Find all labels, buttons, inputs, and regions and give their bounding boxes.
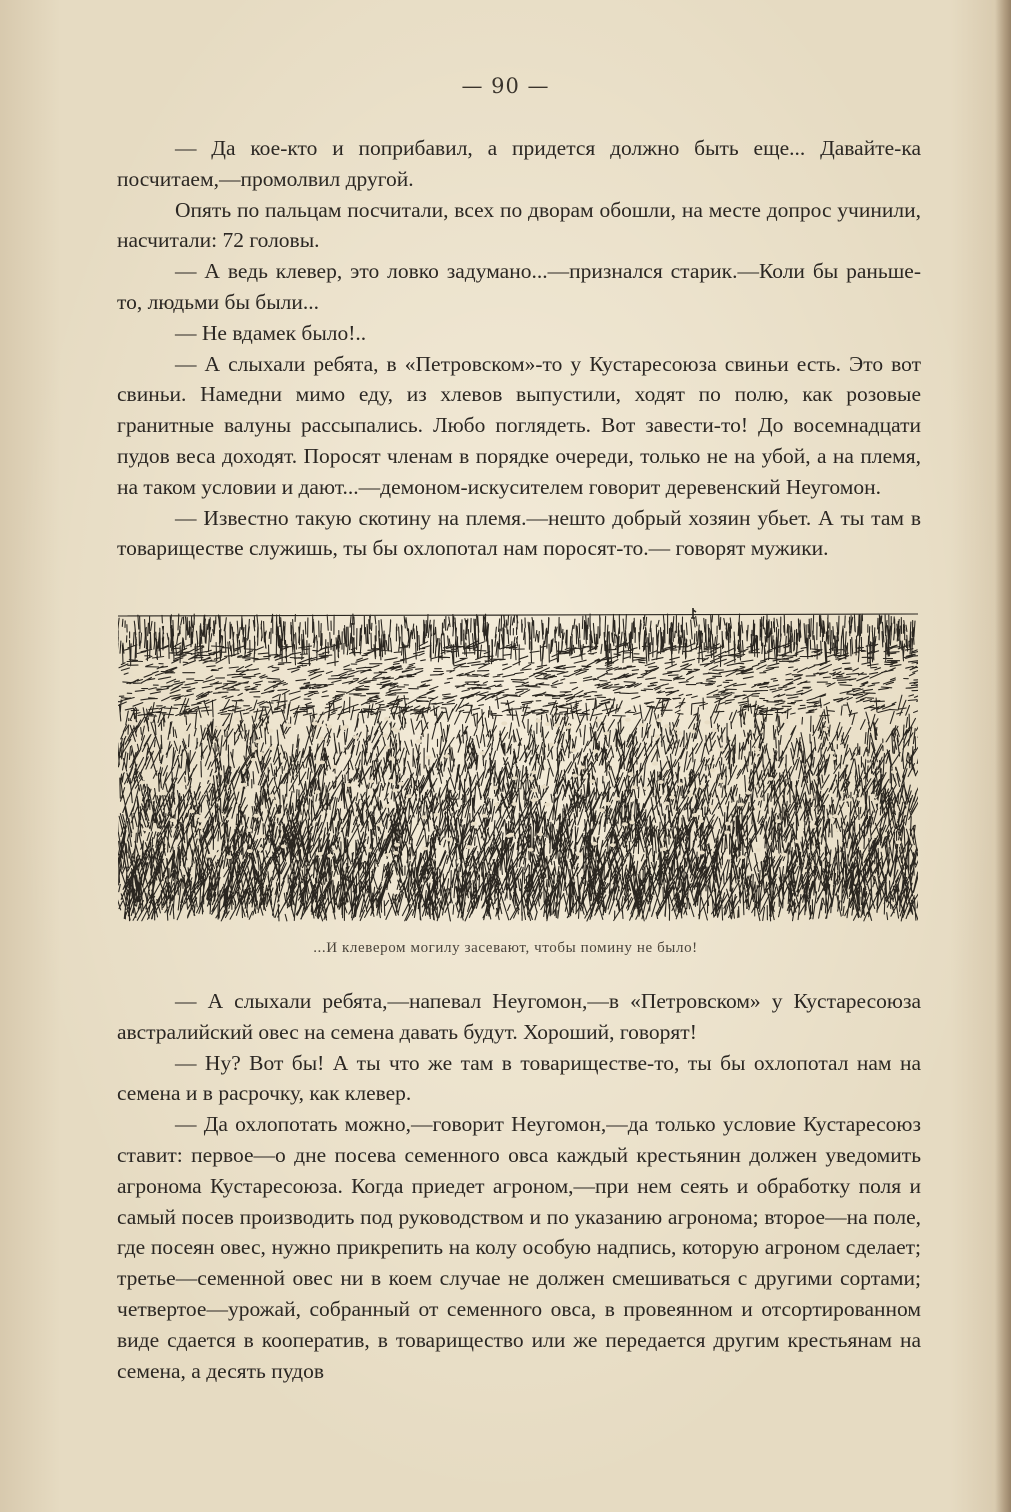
text-block-top bbox=[117, 133, 921, 564]
paragraph: — Да охлопотать можно,—говорит Неугомон,—да только условие Кустаресоюз ставит: первое—о дне посева семенного овса каждый крестьянин должен уведомить агронома Кустаресоюза. Когда приедет агроном,—при нем сеять и обработку поля и самый посев производить под руководством и по указанию агронома; второе—на поле, где посеян овес, нужно прикрепить на колу особую надпись, которую агроном сделает; третье—семенной овес ни в коем случае не должен смешиваться с другими сортами; четвертое—урожай, собранный от семенного овса, в провеянном и отсортированном виде сдается в кооператив, в товарищество или же передается другим крестьянам на семена, а десять пудов bbox=[117, 1112, 921, 1383]
text-block-bottom bbox=[117, 986, 921, 1386]
paragraph: — Не вдамек было!.. bbox=[175, 320, 367, 345]
page-number: — 90 — bbox=[461, 74, 550, 98]
clover-field-illustration bbox=[118, 606, 918, 928]
paragraph: — А слыхали ребята, в «Петровском»-то у Кустаресоюза свиньи есть. Это вот свиньи. Намедни мимо еду, из хлевов выпустили, ходят по полю, как розовые гранитные валуны рассыпались. Любо поглядеть. Вот завести-то! До восемнадцати пудов веса доходят. Поросят членам в порядке очереди, только не на убой, а на племя, на таком условии и дают...—демоном-искусителем говорит деревенский Неугомон. bbox=[117, 351, 921, 499]
field-hatching bbox=[118, 614, 918, 921]
paragraph: Опять по пальцам посчитали, всех по дворам обошли, на месте допрос учинили, насчитали: 72 головы. bbox=[117, 197, 921, 253]
paragraph: — А ведь клевер, это ловко задумано...—признался старик.—Коли бы раньше-то, людьми бы были... bbox=[117, 259, 921, 314]
paragraph: — Да кое-кто и поприбавил, а придется должно быть еще... Давайте-ка посчитаем,—промолвил другой. bbox=[117, 136, 921, 191]
figure-caption: ...И клевером могилу засевают, чтобы помину не было! bbox=[313, 940, 698, 956]
paragraph: — А слыхали ребята,—напевал Неугомон,—в «Петровском» у Кустаресоюза австралийский овес на семена давать будут. Хороший, говорят! bbox=[117, 989, 921, 1044]
field-engraving bbox=[118, 606, 918, 928]
page-spine-shadow bbox=[995, 0, 1011, 1512]
paragraph: — Известно такую скотину на племя.—нешто добрый хозяин убьет. А ты там в товариществе служишь, ты бы охлопотал нам поросят-то.— говорят мужики. bbox=[117, 505, 921, 561]
paragraph: — Ну? Вот бы! А ты что же там в товариществе-то, ты бы охлопотал нам на семена и в расрочку, как клевер. bbox=[117, 1050, 921, 1106]
